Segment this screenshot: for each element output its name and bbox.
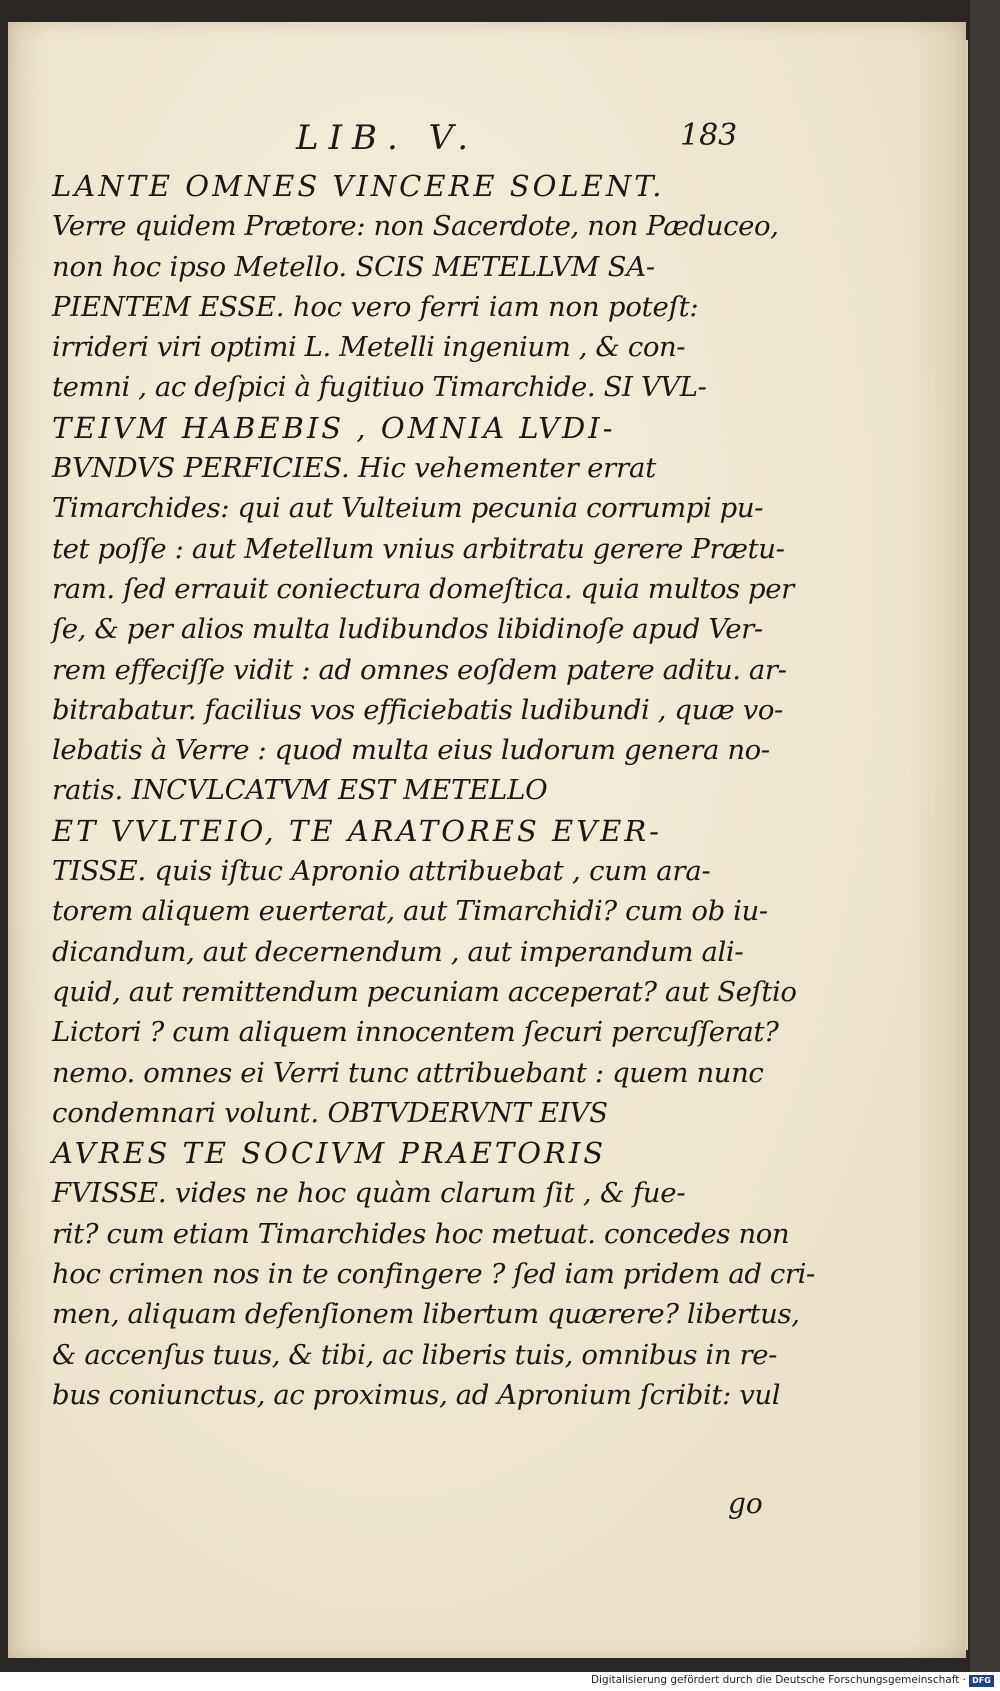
running-head: LIB. V. [296, 118, 479, 158]
text-line: quid, aut remittendum pecuniam acceperat? aut Seſtio [52, 975, 797, 1008]
text-line: ram. ſed errauit coniectura domeſtica. quia multos per [52, 572, 794, 605]
text-line: dicandum, aut decernendum , aut imperandum ali- [52, 935, 744, 968]
book-page [8, 22, 966, 1658]
book-edge [970, 0, 1000, 1672]
text-line: LANTE OMNES VINCERE SOLENT. [52, 169, 665, 203]
text-line: ſe, & per alios multa ludibundos libidinoſe apud Ver- [52, 613, 763, 646]
dfg-logo-icon: DFG [969, 1675, 994, 1687]
text-line: ratis. INCVLCATVM EST METELLO [52, 774, 548, 807]
page-number: 183 [680, 118, 738, 153]
text-line: rit? cum etiam Timarchides hoc metuat. concedes non [52, 1217, 790, 1250]
catchword: go [728, 1487, 763, 1520]
text-line: nemo. omnes ei Verri tunc attribuebant : quem nunc [52, 1056, 764, 1089]
text-line: TEIVM HABEBIS , OMNIA LVDI- [52, 410, 616, 445]
text-line: non hoc ipso Metello. SCIS METELLVM SA- [52, 250, 656, 283]
text-line: Timarchides: qui aut Vulteium pecunia corrumpi pu- [52, 492, 764, 525]
text-line: irrideri viri optimi L. Metelli ingenium , & con- [52, 331, 686, 364]
text-line: PIENTEM ESSE. hoc vero ferri iam non poteſt: [52, 290, 699, 323]
funding-credit: Digitalisierung gefördert durch die Deutsche Forschungsgemeinschaft · [590, 1674, 966, 1686]
text-line: TISSE. quis iſtuc Apronio attribuebat , cum ara- [52, 855, 711, 888]
text-line: bitrabatur. facilius vos efficiebatis ludibundi , quæ vo- [52, 693, 783, 726]
text-line: men, aliquam defenſionem libertum quærere? libertus, [52, 1298, 800, 1331]
text-line: Lictori ? cum aliquem innocentem ſecuri percuſſerat? [52, 1016, 779, 1049]
text-line: tet poſſe : aut Metellum vnius arbitratu gerere Prætu- [52, 532, 785, 565]
text-line: & accenſus tuus, & tibi, ac liberis tuis, omnibus in re- [52, 1338, 777, 1371]
text-line: hoc crimen nos in te confingere ? ſed iam pridem ad cri- [52, 1258, 815, 1291]
text-line: temni , ac deſpici à fugitiuo Timarchide. SI VVL- [52, 371, 707, 404]
text-line: torem aliquem euerterat, aut Timarchidi? cum ob iu- [52, 895, 768, 928]
text-line: rem effeciſſe vidit : ad omnes eoſdem patere aditu. ar- [52, 653, 787, 686]
body-text [52, 166, 815, 1415]
text-line: BVNDVS PERFICIES. Hic vehementer errat [52, 452, 657, 485]
page-header [8, 118, 966, 158]
text-line: Verre quidem Prætore: non Sacerdote, non Pæduceo, [52, 210, 779, 243]
digitization-footer [0, 1672, 1000, 1691]
text-line: condemnari volunt. OBTVDERVNT EIVS [52, 1096, 608, 1129]
text-line: ET VVLTEIO, TE ARATORES EVER- [52, 813, 662, 848]
text-line: AVRES TE SOCIVM PRAETORIS [52, 1136, 607, 1171]
text-line: lebatis à Verre : quod multa eius ludorum genera no- [52, 734, 770, 767]
text-line: FVISSE. vides ne hoc quàm clarum ſit , & fue- [52, 1177, 686, 1210]
text-line: bus coniunctus, ac proximus, ad Apronium ſcribit: vul [52, 1378, 781, 1411]
